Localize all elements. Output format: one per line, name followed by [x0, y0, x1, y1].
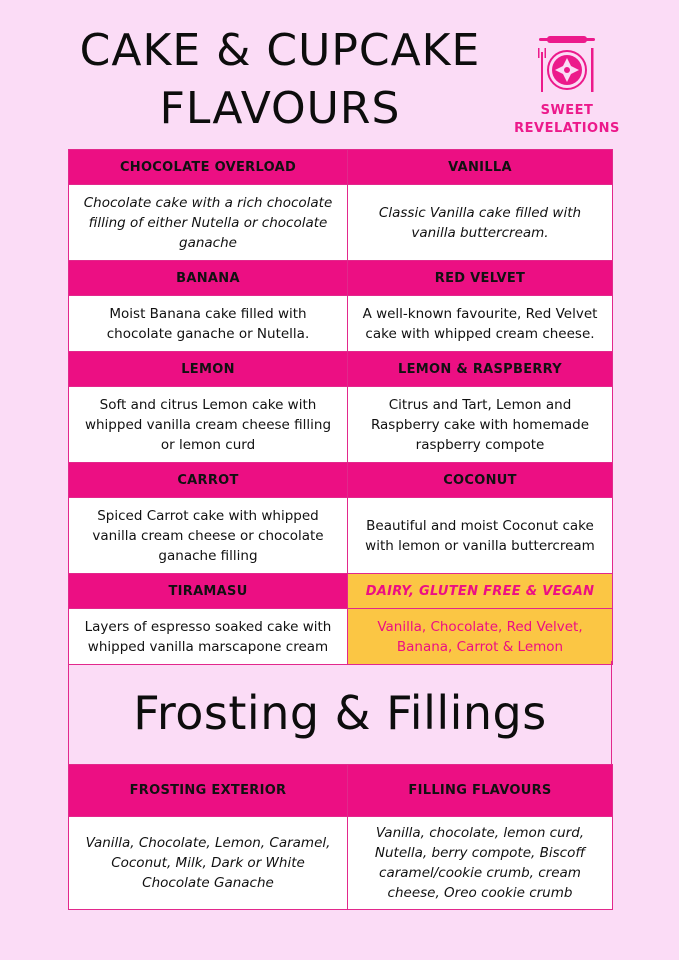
frosting-header-row [69, 765, 613, 817]
flavour-name: BANANA [69, 261, 348, 296]
flavour-name: LEMON & RASPBERRY [348, 352, 613, 387]
flavour-name: CARROT [69, 463, 348, 498]
frosting-exterior-list: Vanilla, Chocolate, Lemon, Caramel, Coconut, Milk, Dark or White Chocolate Ganache [69, 817, 348, 910]
dietary-flavour-name: DAIRY, GLUTEN FREE & VEGAN [348, 574, 613, 609]
rolling-pin-plate-icon [537, 28, 597, 94]
frosting-exterior-heading: FROSTING EXTERIOR [69, 765, 348, 817]
flavour-name: CHOCOLATE OVERLOAD [69, 150, 348, 185]
flavour-name: COCONUT [348, 463, 613, 498]
flavour-desc-row [69, 387, 613, 463]
flavour-description: Citrus and Tart, Lemon and Raspberry cake with homemade raspberry compote [348, 387, 613, 463]
flavour-header-row [69, 463, 613, 498]
frosting-section-title: Frosting & Fillings [68, 661, 612, 764]
flavour-name: TIRAMASU [69, 574, 348, 609]
flavour-description: Beautiful and moist Coconut cake with lemon or vanilla buttercream [348, 498, 613, 574]
flavour-header-row [69, 261, 613, 296]
brand-logo [508, 28, 626, 138]
flavour-header-row [69, 574, 613, 609]
brand-name [508, 102, 626, 138]
flavour-description: Spiced Carrot cake with whipped vanilla cream cheese or chocolate ganache filling [69, 498, 348, 574]
brand-name-line-1: SWEET [540, 103, 594, 118]
dietary-flavour-description: Vanilla, Chocolate, Red Velvet, Banana, Carrot & Lemon [348, 609, 613, 665]
flavour-description: Soft and citrus Lemon cake with whipped vanilla cream cheese filling or lemon curd [69, 387, 348, 463]
flavour-name: LEMON [69, 352, 348, 387]
filling-flavours-heading: FILLING FLAVOURS [348, 765, 613, 817]
frosting-desc-row [69, 817, 613, 910]
flavour-desc-row [69, 185, 613, 261]
frosting-table [68, 764, 613, 910]
flavours-table [68, 149, 613, 665]
brand-name-line-2: REVELATIONS [514, 121, 620, 136]
flavour-name: RED VELVET [348, 261, 613, 296]
flavour-desc-row [69, 498, 613, 574]
flavour-description: Chocolate cake with a rich chocolate filling of either Nutella or chocolate ganache [69, 185, 348, 261]
flavour-description: A well-known favourite, Red Velvet cake with whipped cream cheese. [348, 296, 613, 352]
flavour-desc-row [69, 609, 613, 665]
page-title-line-2: FLAVOURS [159, 83, 401, 134]
flavour-description: Classic Vanilla cake filled with vanilla buttercream. [348, 185, 613, 261]
flavour-desc-row [69, 296, 613, 352]
filling-flavours-list: Vanilla, chocolate, lemon curd, Nutella, berry compote, Biscoff caramel/cookie crumb, cream cheese, Oreo cookie crumb [348, 817, 613, 910]
flavour-name: VANILLA [348, 150, 613, 185]
flavour-description: Layers of espresso soaked cake with whipped vanilla marscapone cream [69, 609, 348, 665]
page-title [0, 22, 560, 138]
flavour-description: Moist Banana cake filled with chocolate ganache or Nutella. [69, 296, 348, 352]
page-title-line-1: CAKE & CUPCAKE [79, 25, 481, 76]
flavour-header-row [69, 150, 613, 185]
flavour-header-row [69, 352, 613, 387]
